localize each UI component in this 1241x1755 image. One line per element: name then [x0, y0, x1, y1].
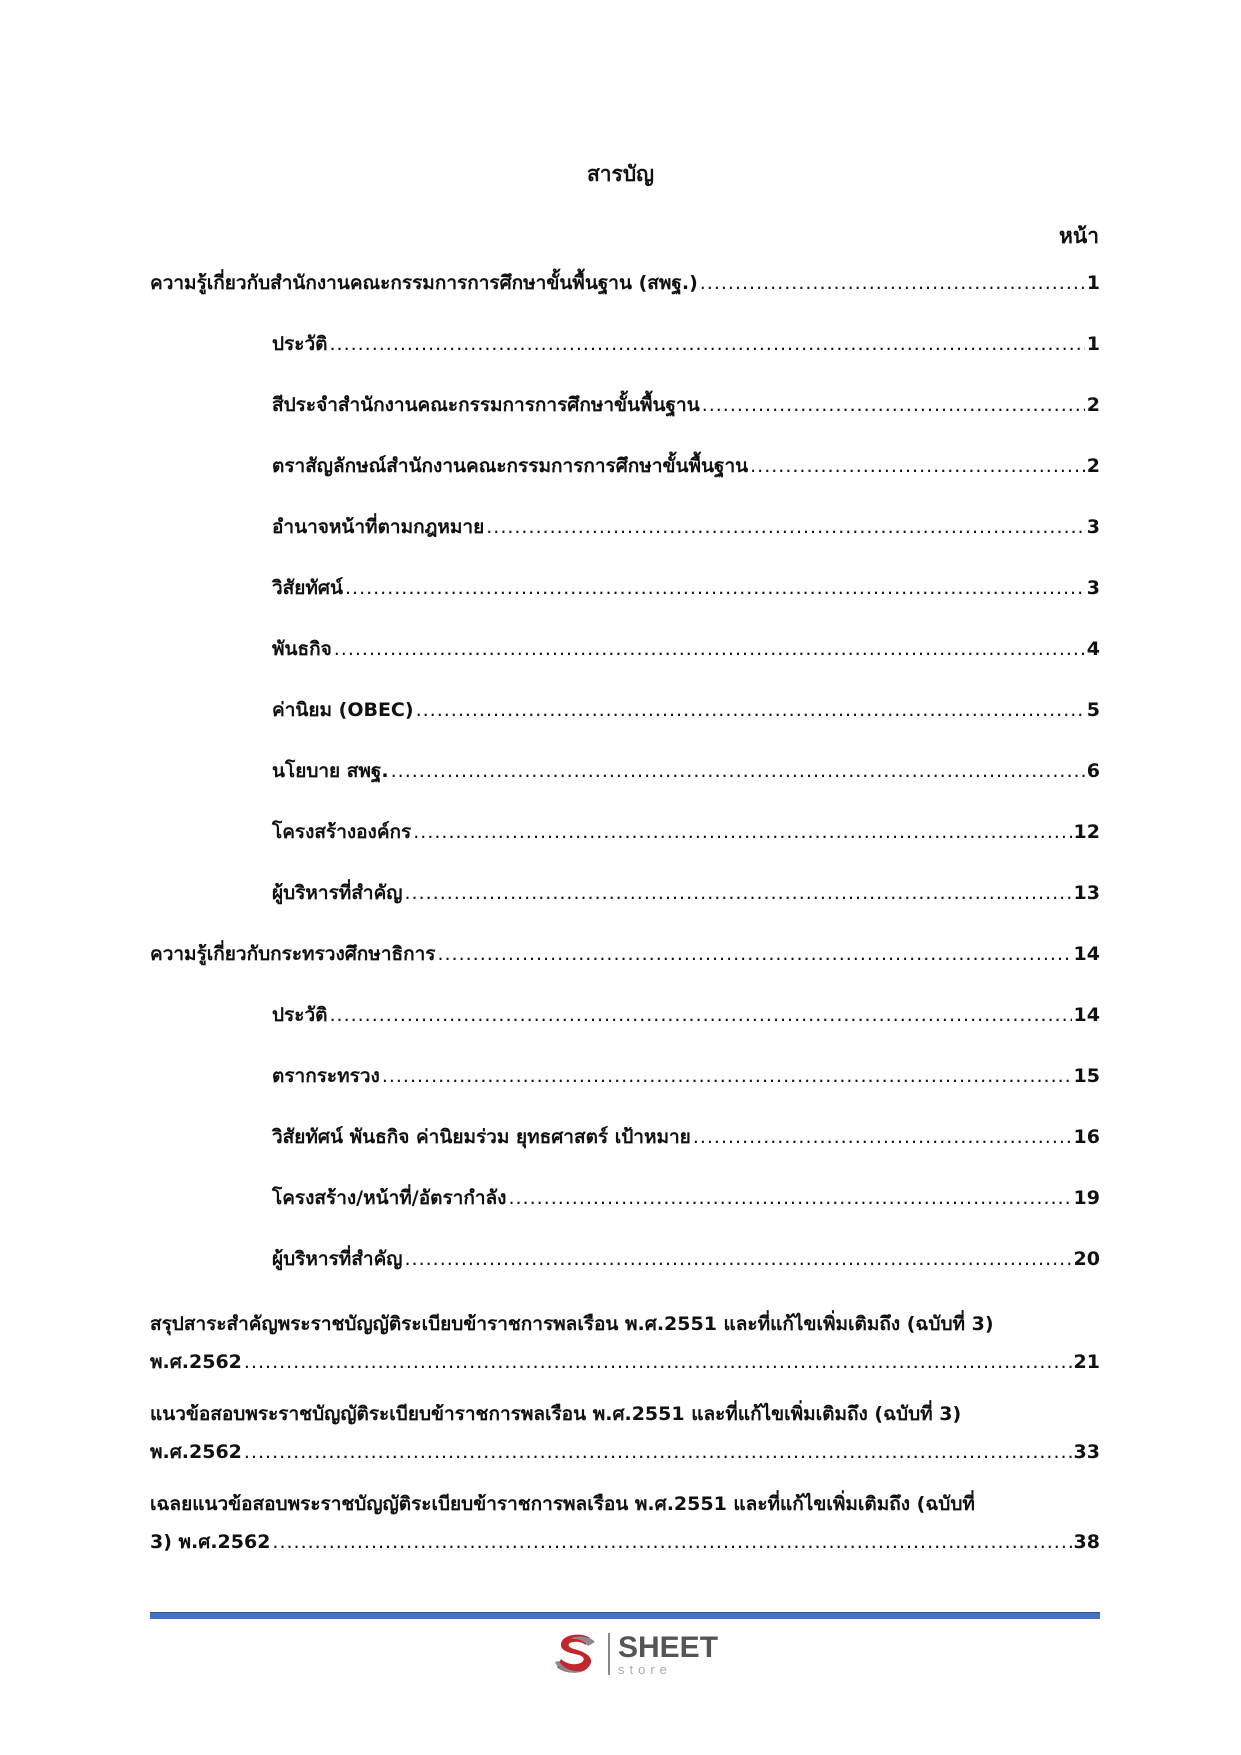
toc-label: อำนาจหน้าที่ตามกฎหมาย — [272, 516, 485, 538]
toc-label: วิสัยทัศน์ พันธกิจ ค่านิยมร่วม ยุทธศาสตร์ เป้าหมาย — [272, 1126, 691, 1148]
page-column-label: หน้า — [1059, 224, 1099, 248]
dot-leader — [272, 1523, 1071, 1561]
logo-text — [618, 1630, 719, 1677]
dot-leader — [413, 817, 1071, 847]
toc-page: 19 — [1073, 1187, 1100, 1209]
toc-entry[interactable] — [150, 1000, 1100, 1061]
logo-divider — [608, 1633, 610, 1675]
dot-leader — [329, 1000, 1071, 1030]
toc-entry[interactable] — [150, 939, 1100, 1000]
toc-page: 3 — [1086, 516, 1100, 538]
toc-label: ประวัติ — [272, 333, 328, 355]
page-title: สารบัญ — [586, 162, 655, 186]
toc-page: 12 — [1073, 821, 1100, 843]
toc-label: ตราสัญลักษณ์สำนักงานคณะกรรมการการศึกษาขั้นพื้นฐาน — [272, 455, 749, 477]
toc-page: 2 — [1086, 455, 1100, 477]
toc-label: สีประจำสำนักงานคณะกรรมการการศึกษาขั้นพื้นฐาน — [272, 394, 700, 416]
dot-leader — [391, 756, 1085, 786]
toc-label: วิสัยทัศน์ — [272, 577, 343, 599]
toc-page: 14 — [1073, 943, 1100, 965]
toc-label-line1: แนวข้อสอบพระราชบัญญัติระเบียบข้าราชการพลเรือน พ.ศ.2551 และที่แก้ไขเพิ่มเติมถึง (ฉบับที่ 3) — [150, 1403, 962, 1425]
toc-label-line2: พ.ศ.2562 — [150, 1441, 242, 1463]
toc-page: 33 — [1073, 1441, 1100, 1463]
dot-leader — [750, 451, 1085, 481]
toc-label: โครงสร้างองค์กร — [272, 821, 412, 843]
dot-leader — [345, 573, 1085, 603]
logo-sub-text: store — [618, 1661, 672, 1677]
toc-label: ตรากระทรวง — [272, 1065, 380, 1087]
toc-label: นโยบาย สพฐ. — [272, 760, 389, 782]
toc-page: 38 — [1073, 1531, 1100, 1553]
dot-leader — [437, 939, 1071, 969]
toc-entry[interactable] — [150, 878, 1100, 939]
toc-label: พันธกิจ — [272, 638, 332, 660]
toc-page: 20 — [1073, 1248, 1100, 1270]
toc-entry[interactable] — [150, 268, 1100, 329]
toc-entry[interactable] — [150, 329, 1100, 390]
dot-leader — [244, 1343, 1072, 1381]
logo-main-text: SHEET — [618, 1630, 719, 1664]
s-logo-icon — [552, 1632, 600, 1676]
toc-label: ค่านิยม (OBEC) — [272, 699, 414, 721]
toc-page: 13 — [1073, 882, 1100, 904]
toc-entry[interactable] — [150, 512, 1100, 573]
dot-leader — [405, 1244, 1072, 1274]
toc-entry[interactable] — [150, 1183, 1100, 1244]
toc-entry[interactable] — [150, 817, 1100, 878]
dot-leader — [334, 634, 1085, 664]
toc-entry[interactable] — [150, 451, 1100, 512]
toc-page: 15 — [1073, 1065, 1100, 1087]
toc-page: 4 — [1086, 638, 1100, 660]
toc-page: 16 — [1073, 1126, 1100, 1148]
dot-leader — [693, 1122, 1072, 1152]
toc-page: 6 — [1086, 760, 1100, 782]
toc-label: ประวัติ — [272, 1004, 328, 1026]
toc-label: ผู้บริหารที่สำคัญ — [272, 882, 403, 904]
toc-page: 2 — [1086, 394, 1100, 416]
toc-entry[interactable] — [150, 695, 1100, 756]
toc-label: ความรู้เกี่ยวกับกระทรวงศึกษาธิการ — [150, 943, 436, 965]
toc-page: 3 — [1086, 577, 1100, 599]
toc-page: 1 — [1086, 272, 1100, 294]
dot-leader — [244, 1433, 1072, 1471]
toc-entry[interactable] — [150, 390, 1100, 451]
toc-entry-multiline[interactable] — [150, 1485, 1100, 1561]
toc-label: โครงสร้าง/หน้าที่/อัตรากำลัง — [272, 1187, 507, 1209]
toc-label-line1: เฉลยแนวข้อสอบพระราชบัญญัติระเบียบข้าราชการพลเรือน พ.ศ.2551 และที่แก้ไขเพิ่มเติมถึง (ฉบับที่ — [150, 1493, 975, 1515]
toc-entry-multiline[interactable] — [150, 1305, 1100, 1381]
toc-label-line1: สรุปสาระสำคัญพระราชบัญญัติระเบียบข้าราชการพลเรือน พ.ศ.2551 และที่แก้ไขเพิ่มเติมถึง (ฉบับที่ 3) — [150, 1313, 994, 1335]
toc-page: 14 — [1073, 1004, 1100, 1026]
toc-page: 21 — [1073, 1351, 1100, 1373]
toc-entry[interactable] — [150, 1122, 1100, 1183]
dot-leader — [700, 268, 1085, 298]
footer-rule — [150, 1612, 1100, 1619]
dot-leader — [702, 390, 1085, 420]
toc-label-line2: 3) พ.ศ.2562 — [150, 1531, 271, 1553]
toc-entry-multiline[interactable] — [150, 1395, 1100, 1471]
dot-leader — [508, 1183, 1071, 1213]
toc-label: ความรู้เกี่ยวกับสำนักงานคณะกรรมการการศึกษาขั้นพื้นฐาน (สพฐ.) — [150, 272, 698, 294]
toc-entry[interactable] — [150, 1244, 1100, 1305]
toc-page: 5 — [1086, 699, 1100, 721]
dot-leader — [382, 1061, 1072, 1091]
sheet-store-logo — [552, 1632, 718, 1676]
toc-page: 1 — [1086, 333, 1100, 355]
dot-leader — [416, 695, 1085, 725]
toc-entry[interactable] — [150, 1061, 1100, 1122]
dot-leader — [486, 512, 1085, 542]
table-of-contents — [150, 268, 1100, 1575]
dot-leader — [405, 878, 1072, 908]
toc-label: ผู้บริหารที่สำคัญ — [272, 1248, 403, 1270]
dot-leader — [329, 329, 1084, 359]
toc-entry[interactable] — [150, 634, 1100, 695]
toc-label-line2: พ.ศ.2562 — [150, 1351, 242, 1373]
toc-entry[interactable] — [150, 756, 1100, 817]
toc-entry[interactable] — [150, 573, 1100, 634]
